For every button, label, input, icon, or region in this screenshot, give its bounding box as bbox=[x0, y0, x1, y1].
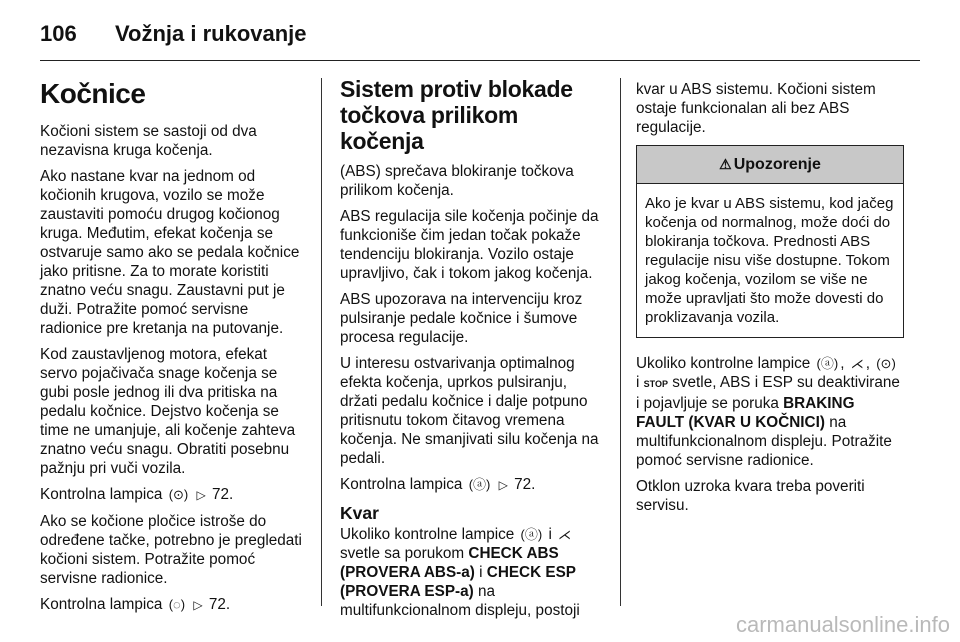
chapter-title: Vožnja i rukovanje bbox=[115, 21, 307, 46]
reference-text: Kontrolna lampica bbox=[340, 476, 463, 493]
brake-warning-icon: (⊙) bbox=[876, 356, 896, 371]
abs-icon: (ⓐ) bbox=[468, 477, 491, 492]
warning-text: Ako je kvar u ABS sistemu, kod jačeg kočenja od normalnog, može doći do blokiranja točkova. Prednosti ABS regulacije nisu više dostupne. Tokom jakog kočenja, vozilom se više ne može upravljati što može dovesti do proklizavanja vozila. bbox=[645, 195, 894, 326]
section-title-brakes: Kočnice bbox=[40, 78, 146, 109]
text-run: i bbox=[479, 564, 483, 581]
esp-icon: ⋌ bbox=[558, 527, 572, 542]
column-abs bbox=[340, 74, 606, 627]
message-braking-fault: BRAKING FAULT (KVAR U KOČNICI) bbox=[636, 395, 855, 431]
paragraph: ABS upozorava na intervenciju kroz pulsiranje pedale kočnice i šumove procesa regulacije. bbox=[340, 291, 583, 346]
brake-pad-icon: (◌) bbox=[168, 597, 186, 612]
stop-icon: STOP bbox=[643, 379, 668, 389]
paragraph: Ukoliko kontrolne lampice (ⓐ) , ⋌ , (⊙) i STOP svetle, ABS i ESP su deaktivirane i pojavljuje se poruka BRAKING FAULT (KVAR U KOČNICI) na multifunkcionalnom displeju. Potražite pomoć servisne radionice. bbox=[636, 355, 900, 469]
reference-line bbox=[40, 485, 306, 505]
abs-icon: (ⓐ) bbox=[816, 356, 839, 371]
warning-triangle-icon: ⚠ bbox=[719, 156, 732, 172]
text-run: svetle, ABS i ESP su deaktivirane i pojavljuje se poruka bbox=[636, 374, 900, 412]
brake-warning-icon: (⊙) bbox=[168, 487, 189, 502]
column-brakes bbox=[40, 74, 306, 622]
page-number: 106 bbox=[40, 21, 77, 46]
text-run: i bbox=[548, 526, 552, 543]
text-run: Ukoliko kontrolne lampice bbox=[340, 526, 515, 543]
abs-icon: (ⓐ) bbox=[520, 527, 543, 542]
section-title-abs: Sistem protiv blokade točkova prilikom kočenja bbox=[340, 76, 573, 154]
reference-page[interactable]: 72. bbox=[212, 486, 234, 503]
warning-header bbox=[637, 146, 903, 184]
reference-page[interactable]: 72. bbox=[514, 476, 536, 493]
esp-icon: ⋌ bbox=[850, 356, 864, 371]
page-header bbox=[40, 14, 307, 54]
reference-line bbox=[40, 595, 306, 615]
column-divider bbox=[321, 78, 322, 606]
column-abs-continued bbox=[636, 80, 904, 522]
message-check-esp: CHECK ESP (PROVERA ESP-a) bbox=[340, 564, 576, 600]
cross-reference-arrow-icon: ▷ bbox=[498, 478, 508, 492]
paragraph: Ako nastane kvar na jednom od kočionih krugova, vozilo se može zaustaviti pomoću drugog kočionog kruga. Međutim, efekat kočenja se ostvaruje samo ako se pedala kočnice jako pritisne. Za to morate koristiti znatno veću snagu. Zaustavni put je duži. Potražite pomoć servisne radionice pre kretanja na putovanje. bbox=[40, 168, 300, 337]
paragraph: Kočioni sistem se sastoji od dva nezavisna kruga kočenja. bbox=[40, 123, 257, 159]
reference-page[interactable]: 72. bbox=[208, 596, 231, 613]
watermark: carmanualsonline.info bbox=[735, 612, 950, 637]
warning-box bbox=[636, 145, 904, 338]
paragraph: Kod zaustavljenog motora, efekat servo pojačivača snage kočenja se gubi posle jednog ili dva pritiska na pedalu kočnice. Dejstvo kočenja se time ne umanjuje, ali kočenje zahteva znatno veću snagu. Obratiti posebnu pažnju pri vuči vozila. bbox=[40, 346, 296, 477]
paragraph: Ako se kočione pločice istroše do određene tačke, potrebno je pregledati kočioni sistem. Potražite pomoć servisne radionice. bbox=[40, 513, 302, 587]
paragraph bbox=[340, 525, 606, 620]
column-divider bbox=[620, 78, 621, 606]
cross-reference-arrow-icon: ▷ bbox=[196, 488, 206, 502]
cross-reference-arrow-icon: ▷ bbox=[193, 598, 203, 612]
message-check-abs: CHECK ABS (PROVERA ABS-a) bbox=[340, 545, 559, 581]
warning-title: Upozorenje bbox=[733, 156, 821, 173]
text-run: svetle sa porukom bbox=[340, 545, 465, 562]
paragraph: (ABS) sprečava blokiranje točkova prilikom kočenja. bbox=[340, 163, 574, 199]
reference-text: Kontrolna lampica bbox=[40, 486, 163, 503]
paragraph: U interesu ostvarivanja optimalnog efekta kočenja, uprkos pulsiranju, držati pedalu kočnice i dalje potpuno pritisnutu tokom čitavog vremena kočenja. Ne smanjivati silu kočenja na pedali. bbox=[340, 355, 599, 467]
paragraph: kvar u ABS sistemu. Kočioni sistem ostaje funkcionalan ali bez ABS regulacije. bbox=[636, 81, 876, 136]
paragraph: Otklon uzroka kvara treba poveriti servisu. bbox=[636, 478, 865, 514]
reference-line bbox=[340, 475, 606, 495]
subsection-title-fault: Kvar bbox=[340, 503, 379, 523]
text-run: Ukoliko kontrolne lampice bbox=[636, 355, 811, 372]
reference-text: Kontrolna lampica bbox=[40, 596, 163, 613]
text-run: i bbox=[636, 374, 640, 391]
text-run: na multifunkcionalnom displeju, postoji bbox=[340, 583, 580, 619]
paragraph: ABS regulacija sile kočenja počinje da funkcioniše čim jedan točak pokaže tendenciju blokiranja. Vozilo ostaje upravljivo, čak i tokom jakog kočenja. bbox=[340, 208, 599, 282]
text-run: na multifunkcionalnom displeju. Potražite pomoć servisne radionice. bbox=[636, 414, 892, 469]
header-divider bbox=[40, 60, 920, 61]
